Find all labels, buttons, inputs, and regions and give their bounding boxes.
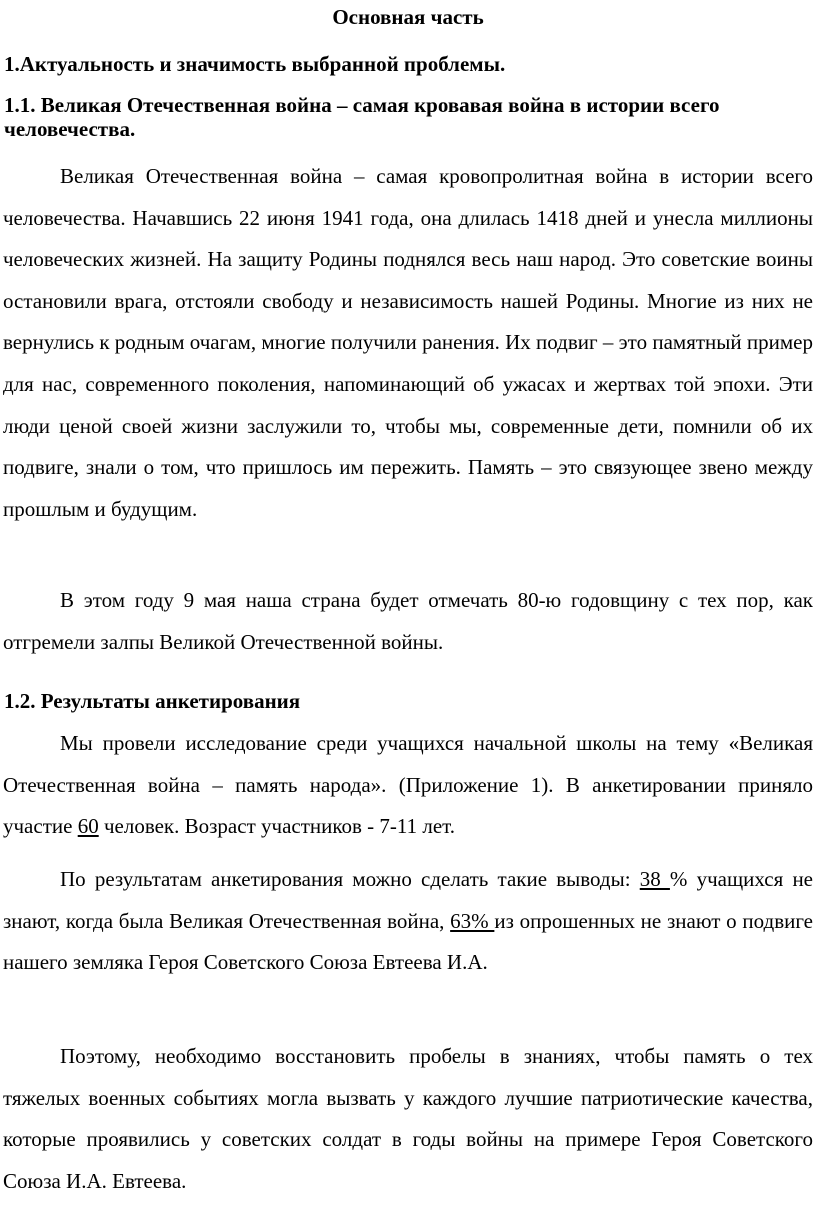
paragraph-survey-results <box>3 859 813 984</box>
page-title: Основная часть <box>332 5 484 29</box>
paragraph-survey-description <box>3 723 813 848</box>
percent-dont-know-hero: 63% <box>450 908 495 933</box>
section-1-2-heading: 1.2. Результаты анкетирования <box>4 689 301 713</box>
section-1-1-heading: 1.1. Великая Отечественная война – самая кровавая война в истории всего человечества. <box>4 93 720 141</box>
percent-dont-know-date: 38 <box>639 867 670 891</box>
results-text-end: из опрошенных не знают о подвиге нашего земляка Героя Советского Союза Евтеева И.А. <box>3 908 814 975</box>
paragraph-conclusion: Поэтому, необходимо восстановить пробелы в знаниях, чтобы память о тех тяжелых военных событиях могла вызвать у каждого лучшие патриотические качества, которые проявились у советских солдат в годы войны на примере Героя Советского Союза И.А. Евтеева. <box>3 1044 813 1193</box>
paragraph-anniversary: В этом году 9 мая наша страна будет отмечать 80-ю годовщину с тех пор, как отгремели залпы Великой Отечественной войны. <box>3 588 813 654</box>
paragraph-great-patriotic-war: Великая Отечественная война – самая кровопролитная война в истории всего человечества. Начавшись 22 июня 1941 года, она длилась 1418 дней и унесла миллионы человеческих жизней. На защиту Родины поднялся весь наш народ. Это советские воины остановили врага, отстояли свободу и независимость нашей Родины. Многие из них не вернулись к родным очагам, многие получили ранения. Их подвиг – это памятный пример для нас, современного поколения, напоминающий об ужасах и жертвах той эпохи. Эти люди ценой своей жизни заслужили то, чтобы мы, современные дети, помнили об их подвиге, знали о том, что пришлось им пережить. Память – это связующее звено между прошлым и будущим. <box>3 164 813 521</box>
survey-text-end: человек. Возраст участников - 7-11 лет. <box>98 814 456 839</box>
participants-count: 60 <box>77 814 99 839</box>
section-1-heading: 1.Актуальность и значимость выбранной проблемы. <box>4 52 506 76</box>
results-text-start: По результатам анкетирования можно сделать такие выводы: <box>60 867 640 891</box>
survey-text-start: Мы провели исследование среди учащихся начальной школы на тему «Великая Отечественная война – память народа». (Приложение 1). В анкетировании приняло участие <box>3 731 813 839</box>
results-text-middle: % учащихся не знают, когда была Великая Отечественная война, <box>3 867 814 933</box>
